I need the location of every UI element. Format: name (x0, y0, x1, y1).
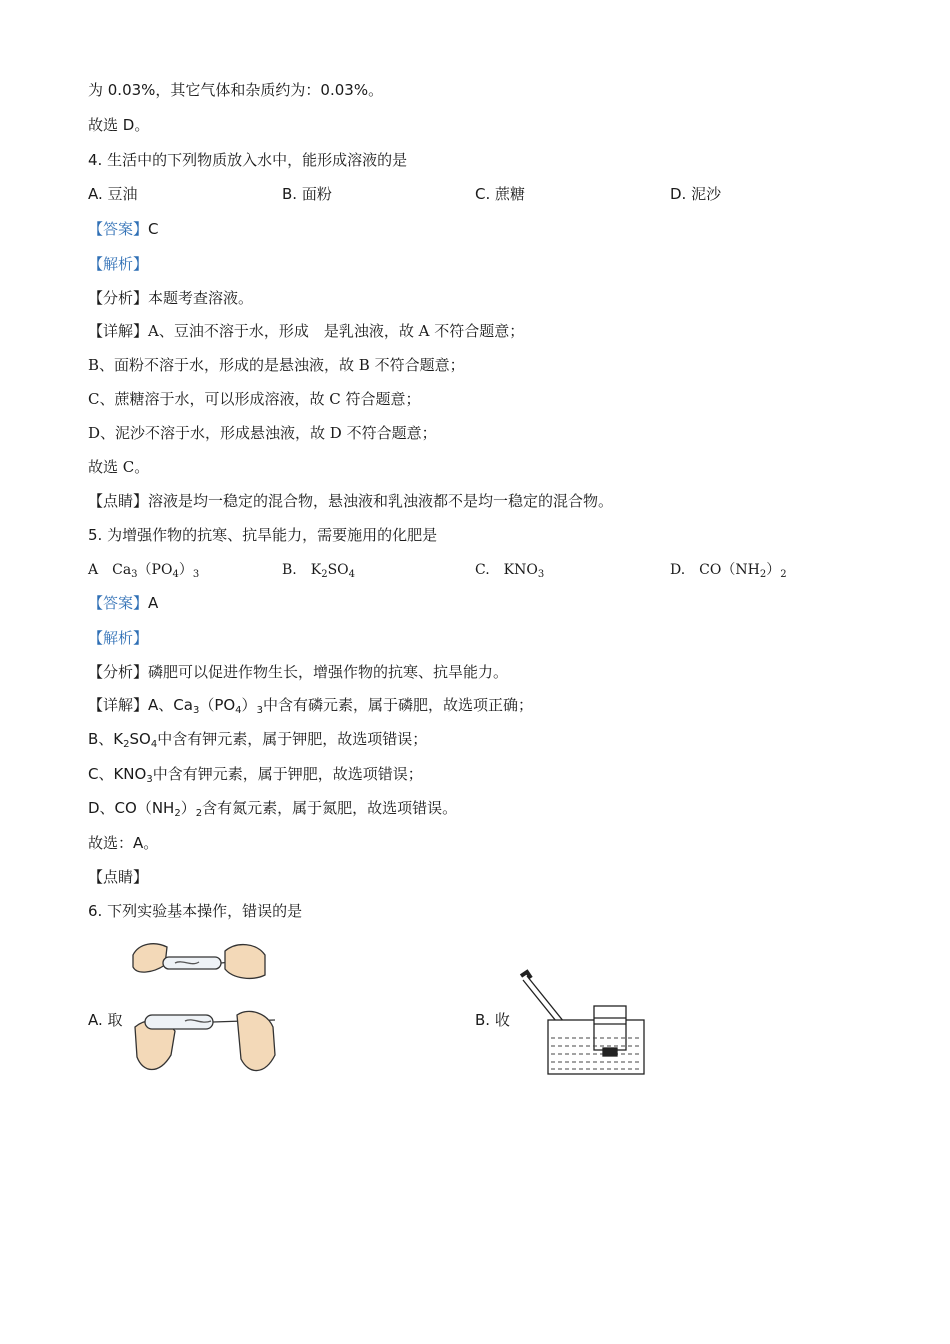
q5-dianjing: 【点睛】 (88, 868, 149, 886)
q4-option-b: B. 面粉 (282, 185, 332, 203)
answer-value: C (148, 220, 159, 238)
q5-option-c: C. $KNO_3$ (475, 562, 545, 580)
q4-fenxi: 【分析】本题考查溶液。 (88, 289, 254, 307)
q4-detail-b: B、面粉不溶于水，形成的是悬浊液，故 B 不符合题意； (88, 356, 465, 374)
q4-option-d: D. 泥沙 (670, 185, 722, 203)
q6-option-b: B. 收 (475, 1011, 510, 1029)
q4-detail-d: D、泥沙不溶于水，形成悬浊液，故 D 不符合题意； (88, 424, 437, 442)
q5-detail-d: D、$CO(NH_2)_2$含有氮元素，属于氮肥，故选项错误。 (88, 799, 458, 819)
q5-selection: 故选：A。 (88, 834, 159, 852)
q6-option-a: A. 取 (88, 1011, 123, 1029)
q4-selection: 故选 C。 (88, 458, 150, 476)
q4-detail-c: C、蔗糖溶于水，可以形成溶液，故 C 符合题意； (88, 390, 421, 408)
q5-detail-b: B、$K_2SO_4$中含有钾元素，属于钾肥，故选项错误； (88, 730, 428, 750)
q5-detail-a: 【详解】A、$Ca_3(PO_4)_3$中含有磷元素，属于磷肥，故选项正确； (88, 696, 533, 716)
q4-option-a: A. 豆油 (88, 185, 138, 203)
question-6: 6. 下列实验基本操作，错误的是 (88, 902, 303, 920)
q5-detail-c: C、$KNO_3$中含有钾元素，属于钾肥，故选项错误； (88, 765, 423, 785)
q5-option-d: D. $CO(NH_2)_2$ (670, 562, 787, 580)
q5-analysis-label: 【解析】 (88, 629, 149, 647)
q5-option-b: B. $K_2SO_4$ (282, 562, 356, 580)
text-line: 故选 D。 (88, 116, 150, 134)
q5-option-a: A $Ca_3(PO_4)_3$ (88, 562, 200, 580)
question-4: 4. 生活中的下列物质放入水中，能形成溶液的是 (88, 151, 408, 169)
question-5: 5. 为增强作物的抗寒、抗旱能力，需要施用的化肥是 (88, 526, 438, 544)
text-line: 为 0.03%，其它气体和杂质约为：0.03%。 (88, 81, 384, 99)
answer-label: 【答案】 (88, 220, 149, 238)
answer-value: A (148, 594, 159, 612)
test-tube-hands-illustration (125, 935, 285, 1080)
gas-collection-illustration (515, 968, 650, 1078)
q4-answer (88, 219, 159, 239)
answer-label: 【答案】 (88, 594, 149, 612)
q4-analysis-label: 【解析】 (88, 255, 149, 273)
q5-fenxi: 【分析】磷肥可以促进作物生长，增强作物的抗寒、抗旱能力。 (88, 663, 509, 681)
q4-dianjing: 【点睛】溶液是均一稳定的混合物，悬浊液和乳浊液都不是均一稳定的混合物。 (88, 492, 614, 510)
q4-detail-a: 【详解】A、豆油不溶于水，形成 是乳浊液，故 A 不符合题意； (88, 322, 525, 340)
q5-answer (88, 593, 158, 613)
q4-option-c: C. 蔗糖 (475, 185, 526, 203)
